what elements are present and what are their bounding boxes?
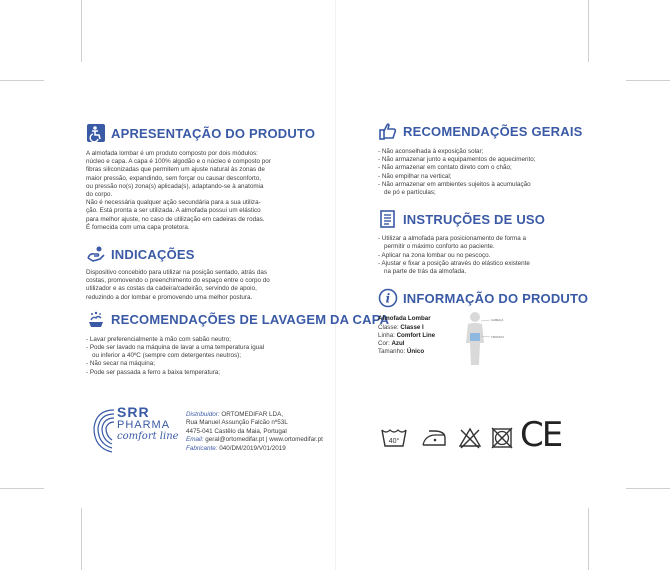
dist-label: Distribuidor: xyxy=(186,411,220,418)
list-item: - Pode ser lavado na máquina de lavar a uma temperatura igual ou inferior a 40ºC (sempre com detergentes neutros); xyxy=(86,344,265,360)
classe-value: Classe I xyxy=(400,323,424,331)
fab-label: Fabricante: xyxy=(186,444,218,452)
crop-mark xyxy=(588,508,589,570)
crop-mark xyxy=(81,508,82,570)
crop-mark xyxy=(626,80,670,81)
list-item: - Não empilhar na vertical; xyxy=(378,172,452,180)
center-fold xyxy=(335,0,336,570)
lavagem-list xyxy=(86,336,326,377)
text-line: para melhor ajuste, no caso de utilização em cadeiras de rodas. xyxy=(86,215,265,223)
text-line: fibras siliconizadas que permitem um ajuste natural às zonas de xyxy=(86,166,265,174)
fab-value: 040/DM/2019/V01/2019 xyxy=(219,444,286,452)
cor-value: Azul xyxy=(391,340,405,348)
gerais-title: RECOMENDAÇÕES GERAIS xyxy=(378,121,608,141)
list-item: - Lavar preferencialmente à mão com sabão neutro; xyxy=(86,335,231,343)
no-tumble-dry-icon xyxy=(490,425,514,451)
indicacoes-text xyxy=(86,269,326,302)
iron-low-icon xyxy=(420,425,448,451)
list-item: - Não aconselhada à exposição solar; xyxy=(378,148,484,155)
apresentacao-title: APRESENTAÇÃO DO PRODUTO xyxy=(86,123,326,143)
address-line: Rua Manuel Assunção Falcão nº53L xyxy=(186,419,288,427)
product-info xyxy=(378,315,608,363)
text-line: maior pressão, expandindo, sem forçar ou causar desconforto, xyxy=(86,174,262,182)
list-item: - Não armazenar em contato direto com o chão; xyxy=(378,164,512,172)
crop-mark xyxy=(0,488,44,489)
cor-label: Cor: xyxy=(378,340,390,348)
accessibility-icon xyxy=(86,123,106,143)
lavagem-title: RECOMENDAÇÕES DE LAVAGEM DA CAPA xyxy=(86,310,326,330)
list-item: - Aplicar na zona lombar ou no pescoço. xyxy=(378,251,491,259)
no-bleach-icon xyxy=(458,425,482,451)
email-value: geral@ortomedifar.pt | www.ortomedifar.pt xyxy=(205,436,323,444)
list-item: - Utilizar a almofada para posicionamento de forma a permitir o máximo conforto ao paciente. xyxy=(378,235,527,251)
svg-text:i: i xyxy=(385,291,391,306)
text-line: ou pressão no(s) zona(s) aplicada(s), adaptando-se à anatomia xyxy=(86,182,264,190)
instrucoes-list xyxy=(378,235,608,276)
crop-mark xyxy=(81,0,82,62)
apresentacao-text xyxy=(86,150,326,232)
address-line: 4475-041 Castêlo da Maia, Portugal xyxy=(186,427,287,435)
distributor-info xyxy=(186,411,323,453)
list-item: - Não armazenar junto a equipamentos de aquecimento; xyxy=(378,156,536,164)
text-line: núcleo e capa. A capa é 100% algodão e o núcleo é composto por xyxy=(86,158,271,166)
text-line: Dispositivo concebido para utilizar na posição sentado, atrás das xyxy=(86,269,267,277)
right-column xyxy=(378,121,608,363)
tamanho-value: Único xyxy=(406,348,425,356)
hands-icon xyxy=(86,244,106,264)
instructions-icon xyxy=(378,209,398,229)
dist-value: ORTOMEDIFAR LDA, xyxy=(221,411,284,418)
gerais-list xyxy=(378,148,608,197)
list-item: - Não armazenar em ambientes sujeitos à acumulação de pó e partículas; xyxy=(378,180,531,197)
crop-mark xyxy=(0,80,44,81)
wash-temp-label: 40° xyxy=(388,438,400,445)
list-item: - Não secar na máquina; xyxy=(86,360,155,368)
body-figure-illustration xyxy=(460,309,510,367)
classe-label: Classe: xyxy=(378,323,399,331)
product-name: Almofada Lombar xyxy=(378,315,431,323)
linha-value: Comfort Line xyxy=(396,331,436,339)
text-line: utilizador e as costas da cadeira/cadeirão, servindo de apoio, xyxy=(86,285,257,293)
logo-srr: SRR xyxy=(117,404,150,420)
logo-wordmark xyxy=(117,405,179,443)
text-line: Não é necessária qualquer ação secundária para a sua utiliza- xyxy=(86,199,261,207)
linha-label: Linha: xyxy=(378,331,395,339)
logo-pharma: PHARMA xyxy=(117,419,171,431)
informacao-title: i INFORMAÇÃO DO PRODUTO xyxy=(378,288,608,308)
list-item: - Pode ser passada a ferro a baixa temperatura; xyxy=(86,368,221,376)
text-line: reduzindo a dor lombar e promovendo uma melhor postura. xyxy=(86,293,253,301)
info-icon xyxy=(378,288,398,308)
washing-hands-icon xyxy=(86,310,106,330)
tamanho-label: Tamanho: xyxy=(378,348,406,356)
list-item: - Ajustar e fixar a posição através do elástico existente na parte de trás da almofada. xyxy=(378,259,530,276)
figure-label-torso: TRONCO xyxy=(491,335,504,340)
text-line: ção. Está pronta a ser utilizada. A almofada possui um elástico xyxy=(86,207,261,215)
logo-comfort-line: comfort line xyxy=(117,431,179,442)
text-line: A almofada lombar é um produto composto por dois módulos: xyxy=(86,150,258,157)
text-line: É fornecida com uma capa protetora. xyxy=(86,223,190,231)
crop-mark xyxy=(588,0,589,62)
indicacoes-title: INDICAÇÕES xyxy=(86,244,326,264)
wash-40-icon xyxy=(380,425,408,451)
text-line: costas, promovendo o preenchimento do espaço entre o corpo do xyxy=(86,277,270,285)
thumbs-up-icon xyxy=(378,121,398,141)
ce-mark: CE xyxy=(520,415,562,455)
figure-label-head: CABEÇA xyxy=(491,318,504,323)
text-line: do corpo. xyxy=(86,191,113,199)
email-label: Email: xyxy=(186,436,204,444)
crop-mark xyxy=(626,488,670,489)
instrucoes-title: INSTRUÇÕES DE USO xyxy=(378,209,608,229)
